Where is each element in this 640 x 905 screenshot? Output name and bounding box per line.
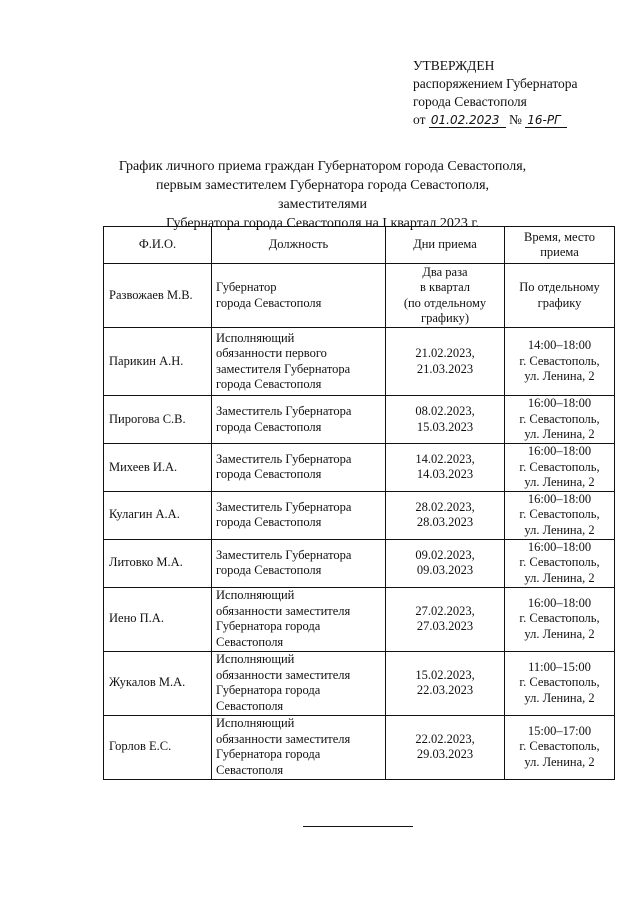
row-time-place: 14:00–18:00 г. Севастополь, ул. Ленина, 2: [505, 328, 615, 396]
row-position: Исполняющий обязанности первого заместителя Губернатора города Севастополя: [212, 328, 386, 396]
table-row: [104, 396, 615, 444]
row-time-place: 15:00–17:00 г. Севастополь, ул. Ленина, 2: [505, 715, 615, 779]
approval-number: 16-РГ: [525, 113, 567, 128]
table-row: [104, 328, 615, 396]
row-name: Иено П.А.: [104, 587, 212, 651]
table-row: [104, 264, 615, 328]
table-header-row: [104, 227, 615, 264]
approval-date-line: [413, 111, 578, 129]
row-name: Горлов Е.С.: [104, 715, 212, 779]
row-time-place: 11:00–15:00 г. Севастополь, ул. Ленина, 2: [505, 651, 615, 715]
document-title: [110, 157, 535, 233]
row-dates: 21.02.2023, 21.03.2023: [386, 328, 505, 396]
row-time-place: 16:00–18:00 г. Севастополь, ул. Ленина, 2: [505, 396, 615, 444]
row-time-place: 16:00–18:00 г. Севастополь, ул. Ленина, 2: [505, 444, 615, 492]
approval-city: города Севастополя: [413, 94, 527, 109]
row-position: Заместитель Губернатора города Севастополя: [212, 396, 386, 444]
row-dates: Два раза в квартал (по отдельному графику): [386, 264, 505, 328]
row-time-place: 16:00–18:00 г. Севастополь, ул. Ленина, 2: [505, 587, 615, 651]
approval-date: 01.02.2023: [429, 113, 506, 128]
row-name: Кулагин А.А.: [104, 491, 212, 539]
row-time-place: 16:00–18:00 г. Севастополь, ул. Ленина, 2: [505, 491, 615, 539]
row-dates: 22.02.2023, 29.03.2023: [386, 715, 505, 779]
row-position: Заместитель Губернатора города Севастополя: [212, 491, 386, 539]
table-row: [104, 539, 615, 587]
row-name: Жукалов М.А.: [104, 651, 212, 715]
row-position: Губернатор города Севастополя: [212, 264, 386, 328]
table-row: [104, 651, 615, 715]
row-dates: 27.02.2023, 27.03.2023: [386, 587, 505, 651]
title-line-1: График личного приема граждан Губернатором города Севастополя,: [118, 159, 527, 174]
row-position: Исполняющий обязанности заместителя Губернатора города Севастополя: [212, 715, 386, 779]
row-time-place: По отдельному графику: [505, 264, 615, 328]
table-row: [104, 715, 615, 779]
from-label: от: [413, 112, 426, 127]
schedule-table: [103, 226, 615, 780]
row-dates: 14.02.2023, 14.03.2023: [386, 444, 505, 492]
row-name: Пирогова С.В.: [104, 396, 212, 444]
row-name: Развожаев М.В.: [104, 264, 212, 328]
table-row: [104, 444, 615, 492]
approval-heading: УТВЕРЖДЕН: [413, 58, 495, 73]
row-position: Исполняющий обязанности заместителя Губернатора города Севастополя: [212, 587, 386, 651]
approval-decree: распоряжением Губернатора: [413, 76, 578, 91]
row-position: Заместитель Губернатора города Севастополя: [212, 539, 386, 587]
header-position: Должность: [212, 227, 386, 264]
signature-line: [303, 826, 413, 827]
row-position: Исполняющий обязанности заместителя Губернатора города Севастополя: [212, 651, 386, 715]
row-dates: 09.02.2023, 09.03.2023: [386, 539, 505, 587]
header-name: Ф.И.О.: [104, 227, 212, 264]
row-time-place: 16:00–18:00 г. Севастополь, ул. Ленина, 2: [505, 539, 615, 587]
row-dates: 08.02.2023, 15.03.2023: [386, 396, 505, 444]
row-name: Михеев И.А.: [104, 444, 212, 492]
table-row: [104, 491, 615, 539]
title-line-2: первым заместителем Губернатора города Севастополя, заместителями: [155, 178, 490, 212]
title-line-3: Губернатора города Севастополя на I квартал 2023 г.: [166, 216, 479, 231]
row-name: Литовко М.А.: [104, 539, 212, 587]
row-dates: 15.02.2023, 22.03.2023: [386, 651, 505, 715]
number-label: №: [508, 112, 522, 127]
row-name: Парикин А.Н.: [104, 328, 212, 396]
row-dates: 28.02.2023, 28.03.2023: [386, 491, 505, 539]
header-dates: Дни приема: [386, 227, 505, 264]
approval-block: [413, 57, 578, 129]
table-row: [104, 587, 615, 651]
row-position: Заместитель Губернатора города Севастополя: [212, 444, 386, 492]
header-time-place: Время, место приема: [505, 227, 615, 264]
